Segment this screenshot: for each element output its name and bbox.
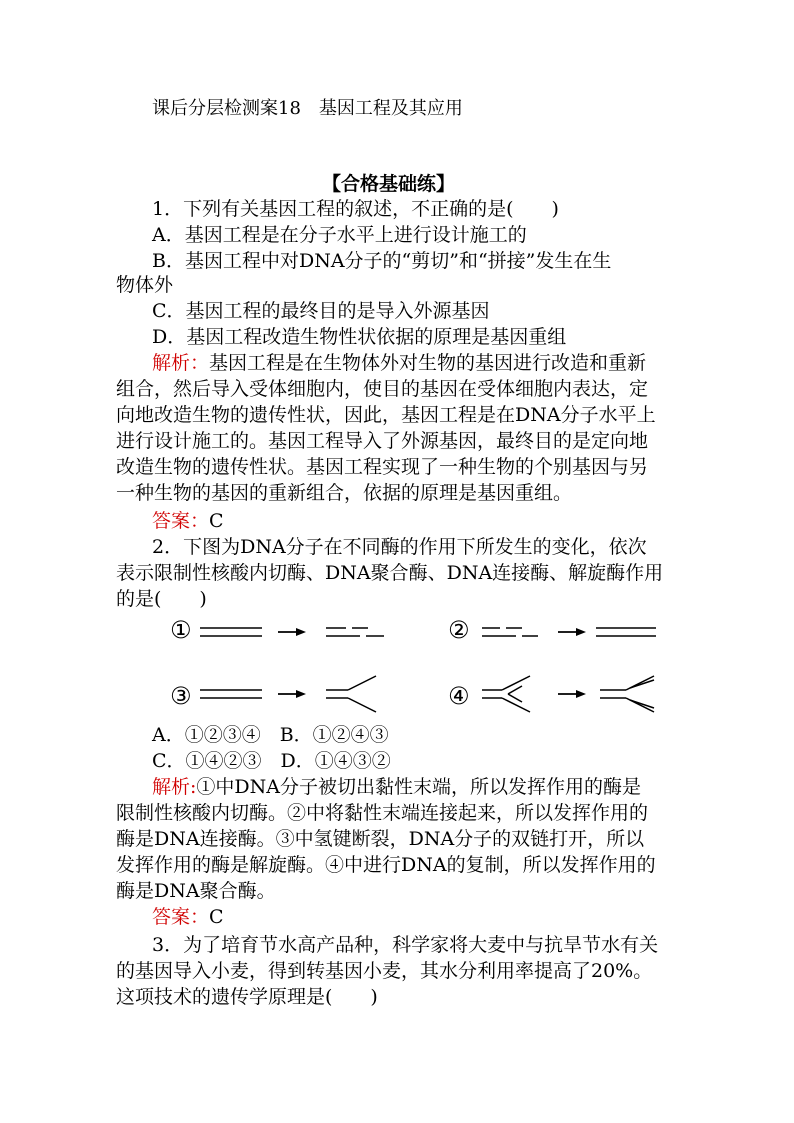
q3-stem: 3．为了培育节水高产品种，科学家将大麦中与抗旱节水有关 <box>152 934 659 956</box>
q1-analysis-line: 进行设计施工的。基因工程导入了外源基因，最终目的是定向地 <box>116 430 649 452</box>
q1-analysis-line: 改造生物的遗传性状。基因工程实现了一种生物的个别基因与另 <box>116 456 649 478</box>
q1-analysis-line: 向地改造生物的遗传性状，因此，基因工程是在DNA分子水平上 <box>116 404 656 426</box>
q1-analysis <box>152 350 646 376</box>
q1-option-a: A．基因工程是在分子水平上进行设计施工的 <box>152 224 527 246</box>
q1-answer <box>152 508 224 534</box>
q2-analysis-text: ①中DNA分子被切出黏性末端，所以发挥作用的酶是 <box>196 776 641 798</box>
q3-stem-cont: 的基因导入小麦，得到转基因小麦，其水分利用率提高了20%。 <box>116 960 653 982</box>
q1-analysis-label: 解析： <box>152 352 210 374</box>
q2-answer <box>152 904 224 930</box>
q2-stem-cont: 表示限制性核酸内切酶、DNA聚合酶、DNA连接酶、解旋酶作用 <box>116 562 664 584</box>
section-heading: 【合格基础练】 <box>322 173 456 195</box>
q1-option-b: B．基因工程中对DNA分子的“剪切”和“拼接”发生在生 <box>152 250 612 272</box>
q1-answer-label: 答案： <box>152 510 210 532</box>
q2-analysis-label: 解析: <box>152 776 197 798</box>
q1-answer-value: C <box>209 510 224 532</box>
q1-analysis-text: 基因工程是在生物体外对生物的基因进行改造和重新 <box>209 352 647 374</box>
q2-analysis-line: 酶是DNA聚合酶。 <box>116 880 276 902</box>
q1-stem: 1．下列有关基因工程的叙述，不正确的是( ) <box>152 198 559 220</box>
arrow-3-head <box>296 690 306 698</box>
diagram-label-2: ② <box>448 616 470 644</box>
dna-diagram <box>170 614 670 714</box>
diagram-label-1: ① <box>170 616 192 644</box>
q1-option-b-cont: 物体外 <box>116 274 174 296</box>
page-title: 课后分层检测案18 基因工程及其应用 <box>152 98 463 119</box>
arrow-4-head <box>576 690 586 698</box>
q1-option-c: C．基因工程的最终目的是导入外源基因 <box>152 300 490 322</box>
diagram-label-3: ③ <box>170 682 192 710</box>
arrow-2-head <box>576 628 586 636</box>
q1-analysis-line: 组合，然后导入受体细胞内，使目的基因在受体细胞内表达，定 <box>116 378 649 400</box>
q2-analysis <box>152 774 641 800</box>
q2-options-cd: C．①④②③ D．①④③② <box>152 750 391 772</box>
arrow-1-head <box>296 628 306 636</box>
q2-stem-cont: 的是( ) <box>116 588 207 610</box>
q2-analysis-line: 发挥作用的酶是解旋酶。④中进行DNA的复制，所以发挥作用的 <box>116 854 656 876</box>
dna-diagram-svg <box>170 614 670 714</box>
q2-stem: 2．下图为DNA分子在不同酶的作用下所发生的变化，依次 <box>152 536 647 558</box>
q3-stem-cont: 这项技术的遗传学原理是( ) <box>116 986 378 1008</box>
diagram-label-4: ④ <box>448 682 470 710</box>
q2-answer-value: C <box>209 906 224 928</box>
q2-options-ab: A．①②③④ B．①②④③ <box>152 724 389 746</box>
q1-analysis-line: 一种生物的基因的重新组合，依据的原理是基因重组。 <box>116 482 573 504</box>
q2-analysis-line: 限制性核酸内切酶。②中将黏性末端连接起来，所以发挥作用的 <box>116 802 649 824</box>
q2-answer-label: 答案： <box>152 906 210 928</box>
q1-option-d: D．基因工程改造生物性状依据的原理是基因重组 <box>152 326 567 348</box>
q2-analysis-line: 酶是DNA连接酶。③中氢键断裂，DNA分子的双链打开，所以 <box>116 828 645 850</box>
